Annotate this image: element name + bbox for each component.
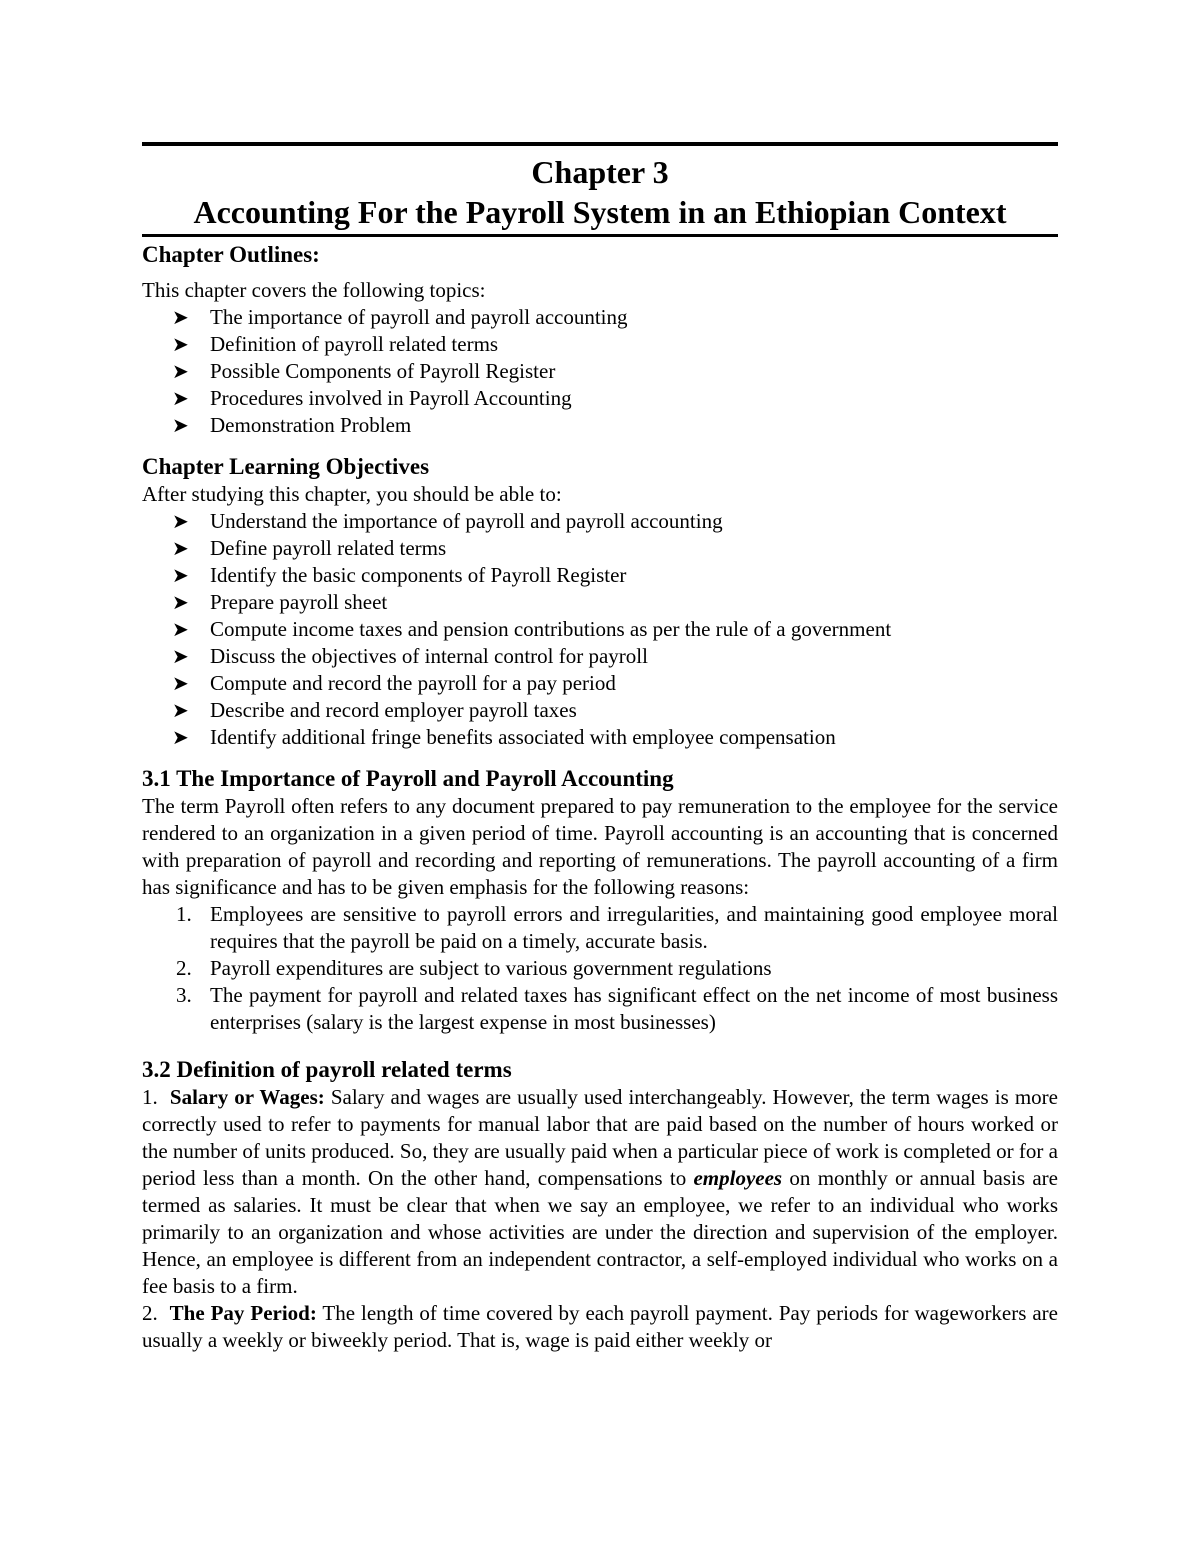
objectives-heading: Chapter Learning Objectives: [142, 454, 430, 479]
arrow-bullet-icon: ➤: [172, 536, 189, 560]
objectives-list: [142, 508, 1058, 751]
term-label: Salary or Wages:: [169, 1085, 325, 1109]
section-3-2-heading: 3.2 Definition of payroll related terms: [142, 1057, 512, 1082]
list-item: ➤ Compute income taxes and pension contributions as per the rule of a government: [172, 617, 892, 641]
emphasis-word: employees: [693, 1166, 783, 1190]
title-rule: [142, 234, 1058, 237]
arrow-bullet-icon: ➤: [172, 671, 189, 695]
list-item: ➤ Prepare payroll sheet: [172, 590, 388, 614]
list-item: 1. Employees are sensitive to payroll errors and irregularities, and maintaining good employee moral requires that the payroll be paid on a timely, accurate basis.: [176, 902, 1058, 953]
list-item: 2. Payroll expenditures are subject to various government regulations: [176, 956, 772, 980]
arrow-bullet-icon: ➤: [172, 413, 189, 437]
section-3-1-body: The term Payroll often refers to any document prepared to pay remuneration to the employee for the service rendered to an organization in a given period of time. Payroll accounting is an accounting that is concerned with preparation of payroll and recording and reporting of remunerations. The payroll accounting of a firm has significance and has to be given emphasis for the following reasons:: [142, 794, 1058, 899]
list-item: ➤ Define payroll related terms: [172, 536, 447, 560]
list-item: ➤ Procedures involved in Payroll Accounting: [172, 386, 572, 410]
arrow-bullet-icon: ➤: [172, 725, 189, 749]
list-item: ➤ Understand the importance of payroll and payroll accounting: [172, 509, 723, 533]
chapter-number: Chapter 3: [531, 154, 669, 190]
list-item: ➤ Identify the basic components of Payroll Register: [172, 563, 627, 587]
term-label: The Pay Period:: [169, 1301, 317, 1325]
arrow-bullet-icon: ➤: [172, 563, 189, 587]
section-3-1-heading: 3.1 The Importance of Payroll and Payroll Accounting: [142, 766, 674, 791]
arrow-bullet-icon: ➤: [172, 332, 189, 356]
outlines-heading: Chapter Outlines:: [142, 242, 320, 267]
term-salary-wages: 1. Salary or Wages: Salary and wages are usually used interchangeably. However, the term wages is more correctly used to refer to payments for manual labor that are paid based on the number of hours worked or the number of units produced. So, they are usually paid when a particular piece of work is completed or for a period less than a month. On the other hand, compensations to employees on monthly or annual basis are termed as salaries. It must be clear that when we say an employee, we refer to an individual who works primarily to an organization and whose activities are under the direction and supervision of the employer. Hence, an employee is different from an independent contractor, a self-employed individual who works on a fee basis to a firm.: [142, 1085, 1058, 1298]
arrow-bullet-icon: ➤: [172, 617, 189, 641]
list-item: ➤ Discuss the objectives of internal control for payroll: [172, 644, 648, 668]
chapter-title: Accounting For the Payroll System in an Ethiopian Context: [193, 194, 1007, 230]
list-item: ➤ Compute and record the payroll for a pay period: [172, 671, 616, 695]
arrow-bullet-icon: ➤: [172, 386, 189, 410]
list-item: ➤ Demonstration Problem: [172, 413, 412, 437]
list-item: ➤ Identify additional fringe benefits associated with employee compensation: [172, 725, 836, 749]
list-item: ➤ The importance of payroll and payroll accounting: [172, 305, 628, 329]
arrow-bullet-icon: ➤: [172, 305, 189, 329]
arrow-bullet-icon: ➤: [172, 509, 189, 533]
document-page: [142, 142, 1058, 1354]
list-item: ➤ Definition of payroll related terms: [172, 332, 499, 356]
list-item: ➤ Possible Components of Payroll Register: [172, 359, 556, 383]
arrow-bullet-icon: ➤: [172, 644, 189, 668]
arrow-bullet-icon: ➤: [172, 359, 189, 383]
outlines-intro: This chapter covers the following topics:: [142, 278, 486, 302]
list-item: 3. The payment for payroll and related taxes has significant effect on the net income of most business enterprises (salary is the largest expense in most businesses): [176, 983, 1058, 1034]
list-item: ➤ Describe and record employer payroll taxes: [172, 698, 577, 722]
outlines-list: [142, 304, 1058, 439]
top-rule: [142, 142, 1058, 146]
term-pay-period: 2. The Pay Period: The length of time covered by each payroll payment. Pay periods for wageworkers are usually a weekly or biweekly period. That is, wage is paid either weekly or: [142, 1301, 1058, 1352]
objectives-intro: After studying this chapter, you should be able to:: [142, 482, 562, 506]
arrow-bullet-icon: ➤: [172, 590, 189, 614]
arrow-bullet-icon: ➤: [172, 698, 189, 722]
reasons-list: [142, 901, 1058, 1036]
